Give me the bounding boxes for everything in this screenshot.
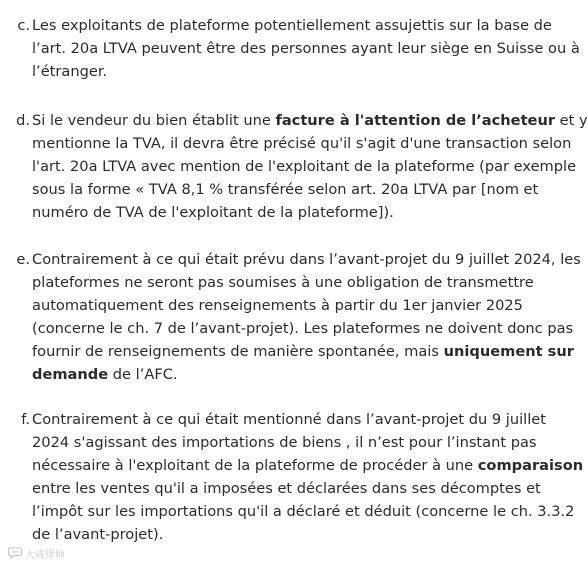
text-run: nécessaire à l'exploitant de la plateforme de procéder à une bbox=[32, 457, 478, 474]
text-line bbox=[32, 408, 546, 431]
text-run: de l’AFC. bbox=[108, 366, 178, 383]
list-marker: e. bbox=[16, 251, 30, 268]
text-line bbox=[32, 201, 394, 224]
text-line bbox=[32, 454, 583, 477]
text-line bbox=[32, 37, 580, 60]
text-run: sous la forme « TVA 8,1 % transférée selon art. 20a LTVA par [nom et bbox=[32, 181, 539, 198]
watermark-text: 大成律师 bbox=[25, 549, 65, 561]
text-run: fournir de renseignements de manière spontanée, mais bbox=[32, 343, 444, 360]
text-run: Si le vendeur du bien établit une bbox=[32, 112, 276, 129]
watermark bbox=[8, 546, 65, 560]
text-line bbox=[32, 155, 576, 178]
text-run: mentionne la TVA, il devra être précisé qu'il s'agit d'une transaction selon bbox=[32, 135, 572, 152]
text-run: l’art. 20a LTVA peuvent être des personnes ayant leur siège en Suisse ou à bbox=[32, 40, 580, 57]
text-line bbox=[32, 132, 571, 155]
text-run: et y bbox=[555, 112, 588, 129]
text-run: l’étranger. bbox=[32, 63, 108, 80]
list-marker: c. bbox=[17, 17, 30, 34]
bold-text-run: facture à l'attention de l’acheteur bbox=[275, 112, 556, 129]
text-run: plateformes ne seront pas soumises à une obligation de transmettre bbox=[32, 274, 534, 291]
text-run: automatiquement des renseignements à partir du 1er janvier 2025 bbox=[32, 297, 523, 314]
text-run: numéro de TVA de l'exploitant de la plateforme]). bbox=[32, 204, 394, 221]
text-line bbox=[32, 294, 523, 317]
text-run: entre les ventes qu'il a imposées et déclarées dans ses décomptes et bbox=[32, 480, 541, 497]
text-run: Contrairement à ce qui était prévu dans l’avant-projet du 9 juillet 2024, les bbox=[32, 251, 581, 268]
text-line bbox=[32, 363, 178, 386]
text-run: Contrairement à ce qui était mentionné dans l’avant-projet du 9 juillet bbox=[32, 411, 546, 428]
text-line bbox=[32, 477, 541, 500]
text-line bbox=[32, 60, 107, 83]
text-run: (concerne le ch. 7 de l’avant-projet). Les plateformes ne doivent donc pas bbox=[32, 320, 574, 337]
text-line bbox=[32, 523, 163, 546]
text-run: de l’avant-projet). bbox=[32, 526, 164, 543]
text-run: 2024 s'agissant des importations de biens , il n’est pour l’instant pas bbox=[32, 434, 537, 451]
bold-text-run: demande bbox=[32, 366, 109, 383]
text-line bbox=[32, 500, 574, 523]
text-line bbox=[32, 317, 573, 340]
text-line bbox=[32, 271, 534, 294]
text-run: l'art. 20a LTVA avec mention de l'exploitant de la plateforme (par exemple bbox=[32, 158, 577, 175]
text-line bbox=[32, 109, 588, 132]
bold-text-run: comparaison bbox=[477, 457, 584, 474]
text-run: l’impôt sur les importations qu'il a déclaré et déduit (concerne le ch. 3.3.2 bbox=[32, 503, 575, 520]
text-line bbox=[32, 178, 538, 201]
chat-bubble-icon bbox=[8, 547, 22, 559]
bold-text-run: uniquement sur bbox=[443, 343, 574, 360]
text-line bbox=[32, 431, 537, 454]
text-run: Les exploitants de plateforme potentiellement assujettis sur la base de bbox=[32, 17, 552, 34]
list-marker: d. bbox=[16, 112, 30, 129]
list-marker: f. bbox=[21, 411, 30, 428]
text-line bbox=[32, 14, 552, 37]
text-line bbox=[32, 248, 581, 271]
text-line bbox=[32, 340, 574, 363]
